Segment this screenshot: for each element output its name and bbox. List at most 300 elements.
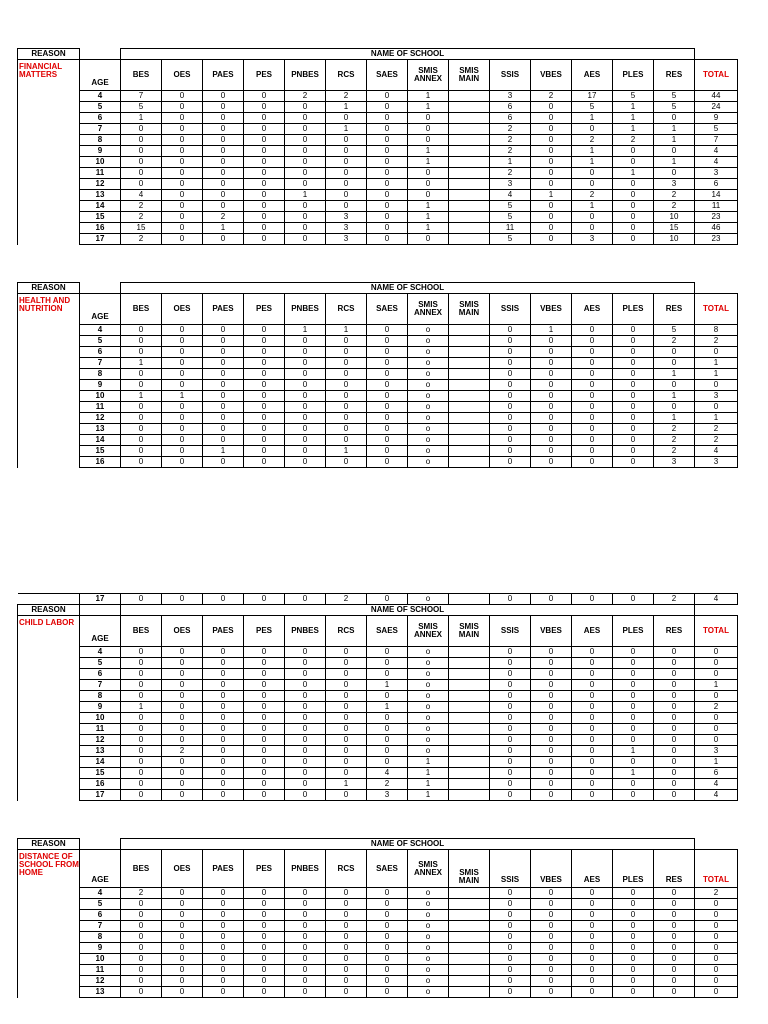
age-cell: 17 — [80, 594, 121, 605]
value-cell: 0 — [531, 124, 572, 135]
value-cell: 0 — [326, 713, 367, 724]
school-header: BES — [121, 616, 162, 647]
value-cell: 0 — [367, 424, 408, 435]
value-cell: 0 — [121, 369, 162, 380]
value-cell — [449, 713, 490, 724]
value-cell: 2 — [654, 424, 695, 435]
value-cell: o — [408, 943, 449, 954]
value-cell: 0 — [203, 790, 244, 801]
value-cell: 0 — [162, 325, 203, 336]
value-cell: 17 — [572, 91, 613, 102]
value-cell: 2 — [326, 594, 367, 605]
value-cell: 0 — [572, 457, 613, 468]
value-cell — [449, 212, 490, 223]
value-cell: 0 — [572, 680, 613, 691]
value-cell: 0 — [367, 594, 408, 605]
value-cell: 0 — [285, 157, 326, 168]
total-cell: 0 — [695, 380, 738, 391]
school-header: AES — [572, 294, 613, 325]
value-cell: 0 — [285, 680, 326, 691]
value-cell: 0 — [326, 669, 367, 680]
value-cell: 0 — [121, 691, 162, 702]
value-cell: 0 — [490, 724, 531, 735]
value-cell: 0 — [490, 325, 531, 336]
school-header: PNBES — [285, 294, 326, 325]
value-cell: 2 — [367, 779, 408, 790]
school-header: PLES — [613, 294, 654, 325]
table-row — [18, 113, 738, 124]
value-cell: 0 — [613, 702, 654, 713]
value-cell: 0 — [244, 680, 285, 691]
value-cell: 0 — [531, 358, 572, 369]
value-cell: 0 — [162, 768, 203, 779]
value-cell: 0 — [531, 146, 572, 157]
value-cell: 0 — [244, 347, 285, 358]
value-cell: 0 — [408, 135, 449, 146]
value-cell: 0 — [367, 735, 408, 746]
value-cell: o — [408, 987, 449, 998]
value-cell: 0 — [162, 943, 203, 954]
value-cell: 0 — [121, 146, 162, 157]
value-cell: 0 — [203, 943, 244, 954]
value-cell: 0 — [244, 457, 285, 468]
value-cell: 0 — [162, 179, 203, 190]
value-cell: 0 — [203, 899, 244, 910]
age-cell: 16 — [80, 457, 121, 468]
value-cell: 0 — [326, 910, 367, 921]
school-header: SAES — [367, 294, 408, 325]
value-cell: 0 — [613, 594, 654, 605]
table-row — [18, 702, 738, 713]
value-cell: 0 — [613, 691, 654, 702]
table-row — [18, 691, 738, 702]
value-cell: 0 — [572, 424, 613, 435]
school-header: PES — [244, 850, 285, 888]
value-cell: 0 — [121, 435, 162, 446]
value-cell: 0 — [613, 713, 654, 724]
age-header: AGE — [80, 60, 121, 91]
table-row — [18, 190, 738, 201]
value-cell: 0 — [572, 358, 613, 369]
school-header: BES — [121, 294, 162, 325]
value-cell: 0 — [572, 380, 613, 391]
value-cell: 0 — [490, 976, 531, 987]
school-header: PNBES — [285, 60, 326, 91]
school-header: AES — [572, 850, 613, 888]
value-cell: 0 — [654, 647, 695, 658]
value-cell: 0 — [244, 157, 285, 168]
table-row — [18, 201, 738, 212]
school-header: VBES — [531, 294, 572, 325]
table-financial-matters — [17, 48, 738, 245]
value-cell: 0 — [285, 594, 326, 605]
value-cell: 0 — [285, 976, 326, 987]
value-cell: 0 — [654, 943, 695, 954]
value-cell: 0 — [285, 212, 326, 223]
value-cell: 0 — [408, 234, 449, 245]
value-cell: o — [408, 713, 449, 724]
value-cell: 0 — [244, 124, 285, 135]
value-cell: 0 — [490, 413, 531, 424]
value-cell: 0 — [162, 124, 203, 135]
value-cell: 1 — [326, 446, 367, 457]
value-cell: 0 — [531, 413, 572, 424]
value-cell: 0 — [367, 713, 408, 724]
total-cell: 0 — [695, 954, 738, 965]
value-cell: 0 — [613, 647, 654, 658]
value-cell: 0 — [244, 713, 285, 724]
value-cell: 0 — [285, 735, 326, 746]
value-cell: 0 — [203, 124, 244, 135]
age-cell: 14 — [80, 435, 121, 446]
value-cell — [449, 201, 490, 212]
value-cell: 0 — [162, 976, 203, 987]
value-cell: o — [408, 724, 449, 735]
value-cell: 0 — [285, 102, 326, 113]
table-row — [18, 921, 738, 932]
value-cell: 0 — [490, 790, 531, 801]
value-cell: 3 — [572, 234, 613, 245]
value-cell: 0 — [367, 987, 408, 998]
value-cell: 0 — [531, 658, 572, 669]
value-cell — [449, 779, 490, 790]
value-cell: 1 — [613, 168, 654, 179]
table-row — [18, 987, 738, 998]
total-cell: 2 — [695, 888, 738, 899]
value-cell: 3 — [490, 179, 531, 190]
value-cell: 0 — [490, 757, 531, 768]
value-cell: 0 — [326, 413, 367, 424]
value-cell: 0 — [654, 965, 695, 976]
value-cell: 0 — [572, 724, 613, 735]
value-cell: 0 — [121, 746, 162, 757]
value-cell: 3 — [654, 179, 695, 190]
value-cell: 0 — [531, 223, 572, 234]
value-cell: 0 — [244, 658, 285, 669]
value-cell: 0 — [572, 702, 613, 713]
value-cell: 0 — [244, 212, 285, 223]
value-cell: 1 — [285, 190, 326, 201]
value-cell: 0 — [572, 954, 613, 965]
value-cell: 0 — [326, 336, 367, 347]
value-cell: o — [408, 647, 449, 658]
value-cell: 0 — [613, 888, 654, 899]
school-header: PAES — [203, 616, 244, 647]
value-cell: 0 — [654, 757, 695, 768]
value-cell: 0 — [613, 680, 654, 691]
value-cell: 0 — [121, 336, 162, 347]
value-cell: 0 — [572, 402, 613, 413]
value-cell: 0 — [244, 135, 285, 146]
age-cell: 16 — [80, 779, 121, 790]
value-cell: 0 — [244, 757, 285, 768]
value-cell: 0 — [531, 446, 572, 457]
value-cell: 0 — [572, 336, 613, 347]
table-row — [18, 168, 738, 179]
value-cell: 0 — [326, 424, 367, 435]
value-cell: 0 — [572, 179, 613, 190]
value-cell: 0 — [326, 157, 367, 168]
value-cell: 0 — [367, 336, 408, 347]
value-cell — [449, 135, 490, 146]
value-cell: 0 — [367, 168, 408, 179]
value-cell: 0 — [490, 910, 531, 921]
value-cell: 5 — [654, 102, 695, 113]
age-header: AGE — [80, 294, 121, 325]
value-cell — [449, 402, 490, 413]
value-cell: 0 — [654, 954, 695, 965]
value-cell: 0 — [326, 943, 367, 954]
value-cell: 0 — [203, 102, 244, 113]
table-row — [18, 594, 738, 605]
value-cell: 1 — [408, 157, 449, 168]
value-cell: 0 — [244, 943, 285, 954]
value-cell: 0 — [367, 976, 408, 987]
value-cell: 0 — [326, 358, 367, 369]
total-cell: 0 — [695, 932, 738, 943]
value-cell: 0 — [162, 91, 203, 102]
value-cell: 0 — [613, 402, 654, 413]
value-cell: 0 — [162, 168, 203, 179]
value-cell: 0 — [285, 910, 326, 921]
total-cell: 0 — [695, 724, 738, 735]
value-cell: 0 — [162, 965, 203, 976]
value-cell: 0 — [613, 779, 654, 790]
school-header: OES — [162, 616, 203, 647]
value-cell — [449, 932, 490, 943]
value-cell: 0 — [531, 212, 572, 223]
data-table — [17, 48, 738, 245]
value-cell: 2 — [490, 146, 531, 157]
value-cell: 0 — [162, 713, 203, 724]
value-cell: 0 — [285, 113, 326, 124]
age-cell: 8 — [80, 135, 121, 146]
value-cell: 0 — [285, 647, 326, 658]
total-cell: 0 — [695, 921, 738, 932]
value-cell: 0 — [490, 369, 531, 380]
value-cell: 0 — [326, 757, 367, 768]
value-cell: 0 — [654, 910, 695, 921]
table-row — [18, 954, 738, 965]
value-cell: 0 — [162, 369, 203, 380]
name-of-school-header: NAME OF SCHOOL — [121, 839, 695, 850]
value-cell: 0 — [244, 435, 285, 446]
value-cell: 0 — [613, 457, 654, 468]
value-cell: 1 — [326, 102, 367, 113]
value-cell: o — [408, 424, 449, 435]
value-cell — [449, 358, 490, 369]
value-cell: 0 — [654, 779, 695, 790]
value-cell — [449, 899, 490, 910]
value-cell: 0 — [654, 768, 695, 779]
value-cell — [449, 424, 490, 435]
value-cell: 0 — [572, 790, 613, 801]
value-cell — [449, 457, 490, 468]
value-cell: 0 — [531, 424, 572, 435]
table-row — [18, 234, 738, 245]
value-cell — [449, 91, 490, 102]
value-cell: 0 — [285, 768, 326, 779]
value-cell: 0 — [613, 669, 654, 680]
total-cell: 2 — [695, 702, 738, 713]
value-cell: 0 — [613, 987, 654, 998]
table-row — [18, 435, 738, 446]
value-cell: 0 — [531, 910, 572, 921]
school-header: SMIS ANNEX — [408, 60, 449, 91]
value-cell: 0 — [654, 921, 695, 932]
value-cell: 0 — [367, 234, 408, 245]
value-cell: 0 — [572, 943, 613, 954]
table-row — [18, 746, 738, 757]
value-cell: 0 — [490, 402, 531, 413]
table-row — [18, 223, 738, 234]
value-cell: 0 — [654, 347, 695, 358]
age-cell: 7 — [80, 124, 121, 135]
value-cell: 0 — [244, 146, 285, 157]
total-cell: 1 — [695, 680, 738, 691]
total-cell: 8 — [695, 325, 738, 336]
value-cell: 0 — [654, 735, 695, 746]
table-body — [18, 283, 738, 468]
value-cell: 0 — [326, 790, 367, 801]
value-cell: 0 — [244, 779, 285, 790]
total-cell: 4 — [695, 779, 738, 790]
age-cell: 10 — [80, 713, 121, 724]
value-cell: 0 — [244, 768, 285, 779]
value-cell: 0 — [203, 424, 244, 435]
value-cell: 0 — [121, 790, 162, 801]
value-cell: o — [408, 402, 449, 413]
value-cell: 0 — [285, 932, 326, 943]
value-cell: 0 — [244, 910, 285, 921]
value-cell: 0 — [531, 943, 572, 954]
table-row — [18, 135, 738, 146]
value-cell: 0 — [244, 735, 285, 746]
value-cell: 0 — [531, 234, 572, 245]
value-cell: 0 — [203, 976, 244, 987]
school-header: OES — [162, 294, 203, 325]
value-cell — [449, 446, 490, 457]
value-cell: 0 — [203, 358, 244, 369]
school-header: PLES — [613, 60, 654, 91]
school-header: PLES — [613, 616, 654, 647]
value-cell: 0 — [367, 691, 408, 702]
value-cell: 0 — [531, 369, 572, 380]
age-cell: 12 — [80, 976, 121, 987]
value-cell: 2 — [572, 190, 613, 201]
value-cell: 0 — [531, 157, 572, 168]
name-of-school-header: NAME OF SCHOOL — [121, 49, 695, 60]
school-header: RES — [654, 294, 695, 325]
value-cell: 3 — [326, 234, 367, 245]
value-cell: 4 — [121, 190, 162, 201]
value-cell: 0 — [613, 435, 654, 446]
total-header: TOTAL — [695, 60, 738, 91]
value-cell: 0 — [654, 669, 695, 680]
value-cell: 0 — [613, 932, 654, 943]
reason-header: REASON — [18, 283, 80, 294]
age-cell: 8 — [80, 691, 121, 702]
table-row — [18, 413, 738, 424]
school-header: RCS — [326, 850, 367, 888]
value-cell: 0 — [203, 768, 244, 779]
value-cell: 0 — [531, 380, 572, 391]
school-header: SMIS ANNEX — [408, 850, 449, 888]
value-cell: 0 — [654, 168, 695, 179]
total-cell: 4 — [695, 446, 738, 457]
value-cell: 0 — [531, 932, 572, 943]
school-header: VBES — [531, 850, 572, 888]
value-cell: 0 — [285, 987, 326, 998]
value-cell: 0 — [531, 168, 572, 179]
value-cell: 0 — [244, 702, 285, 713]
table-row — [18, 391, 738, 402]
value-cell: 1 — [285, 325, 326, 336]
value-cell: 0 — [367, 212, 408, 223]
value-cell: 0 — [326, 746, 367, 757]
total-cell: 0 — [695, 658, 738, 669]
total-cell: 11 — [695, 201, 738, 212]
value-cell: 0 — [326, 201, 367, 212]
value-cell: o — [408, 899, 449, 910]
value-cell: 5 — [654, 325, 695, 336]
age-cell: 15 — [80, 212, 121, 223]
value-cell: 0 — [531, 594, 572, 605]
value-cell: 0 — [285, 954, 326, 965]
age-header: AGE — [80, 850, 121, 888]
value-cell: 0 — [490, 943, 531, 954]
school-header: VBES — [531, 616, 572, 647]
value-cell: 0 — [367, 446, 408, 457]
value-cell: 2 — [121, 234, 162, 245]
value-cell: 6 — [490, 113, 531, 124]
value-cell: 0 — [203, 413, 244, 424]
age-cell: 12 — [80, 735, 121, 746]
value-cell: 0 — [162, 113, 203, 124]
school-header: SAES — [367, 616, 408, 647]
total-cell: 6 — [695, 768, 738, 779]
value-cell: 0 — [367, 658, 408, 669]
value-cell: 0 — [162, 380, 203, 391]
value-cell: 0 — [203, 932, 244, 943]
total-header: TOTAL — [695, 616, 738, 647]
value-cell: 0 — [162, 594, 203, 605]
value-cell: 1 — [654, 124, 695, 135]
value-cell: 1 — [121, 391, 162, 402]
value-cell: 0 — [162, 987, 203, 998]
value-cell: 0 — [121, 910, 162, 921]
age-cell: 7 — [80, 680, 121, 691]
value-cell: 0 — [162, 779, 203, 790]
value-cell: 0 — [203, 954, 244, 965]
value-cell: 15 — [654, 223, 695, 234]
value-cell: 0 — [326, 402, 367, 413]
value-cell: 0 — [326, 380, 367, 391]
table-row — [18, 965, 738, 976]
age-cell: 13 — [80, 424, 121, 435]
value-cell: 0 — [490, 987, 531, 998]
value-cell: 0 — [162, 658, 203, 669]
value-cell: 0 — [531, 987, 572, 998]
value-cell: 0 — [490, 457, 531, 468]
value-cell: 0 — [326, 702, 367, 713]
value-cell: 0 — [490, 435, 531, 446]
value-cell: 2 — [121, 201, 162, 212]
value-cell: 0 — [326, 347, 367, 358]
value-cell: 0 — [613, 347, 654, 358]
value-cell: 1 — [654, 135, 695, 146]
total-cell: 0 — [695, 987, 738, 998]
